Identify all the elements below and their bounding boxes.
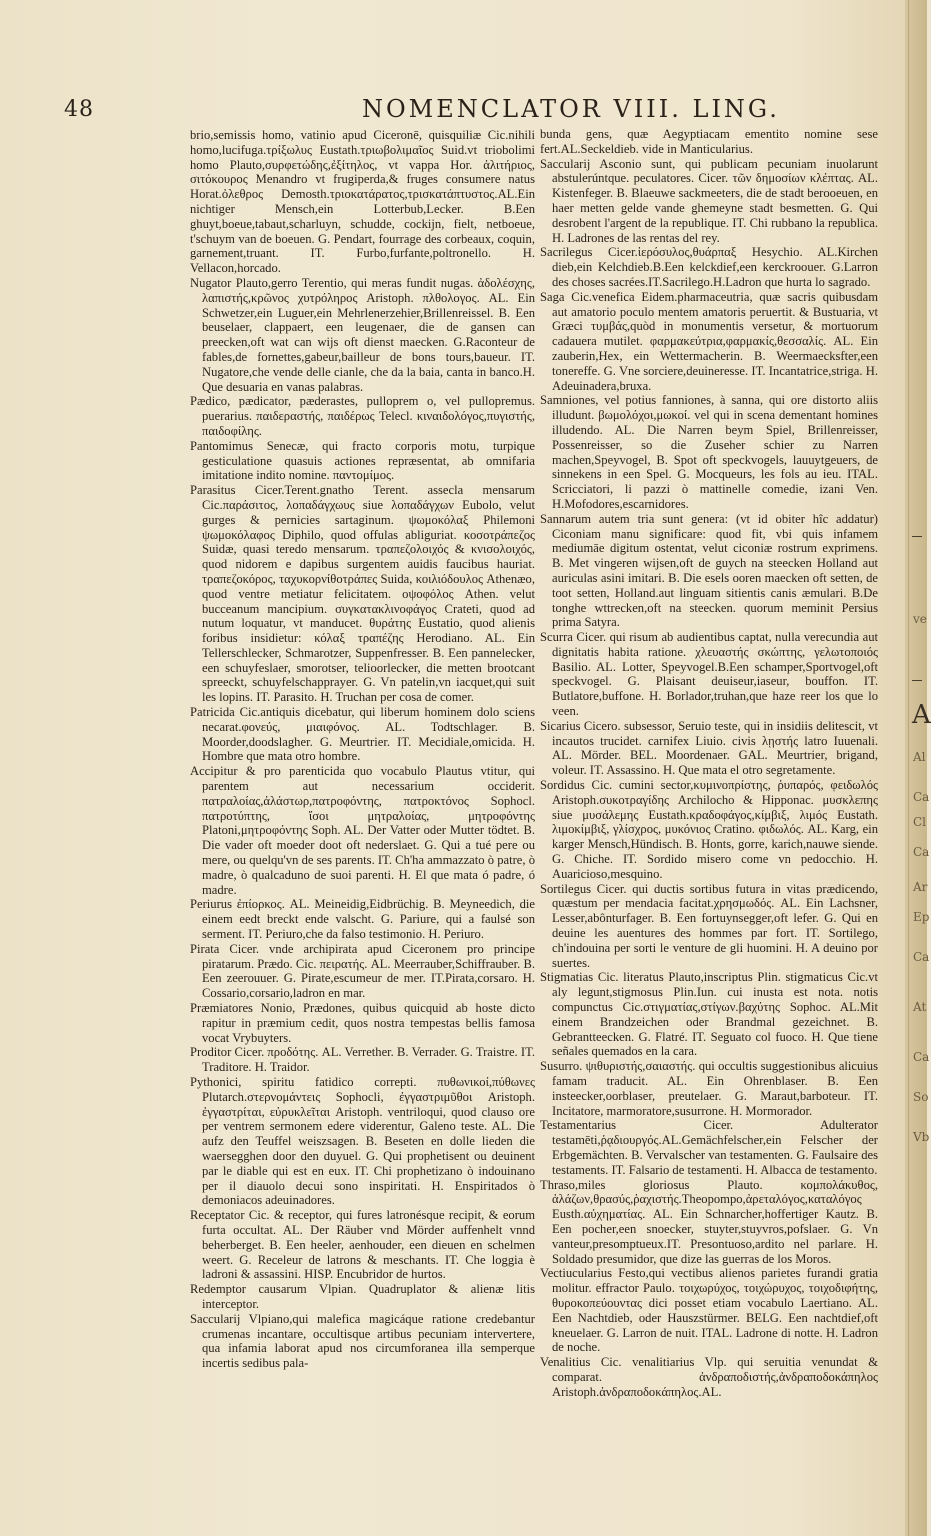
gutter-mark: Ep [913, 910, 930, 924]
dictionary-entry: Parasitus Cicer.Terent.gnatho Terent. assecla mensarum Cic.παράσιτος, λοπαδάγχωυς siue λοπαδάγχων Eubolo, velut gurges & pernicies sartaginum. ψωμοκόλαξ Philemoni ψωμοκόλαφος Diphilo, quod offulas abliguriat. κοσοτράπεζος Suidæ, quasi teredo mensarum. τραπεζολοιχός & κνισολοιχός, quod nidorem e dapibus surgentem auidis faucibus hauriat. τραπεζοκόρος, ταχυκορνίθοτράπες Suida, κοιλιόδουλος Athenæo, quod ventre metiatur felicitatem. οψοφόλος Athen. velut bucceanum mancipium. συγκατακλινοφάγος Crateti, quod ad nutum loquatur, vt manducet. θυράτης Eustatio, quod alienis foribus insidietur: κόλαξ τραπέζης Herodiano. AL. Ein Tellerschlecker, Schmarotzer, Suppenfresser. B. Een pannelecker, een schuyfeslaer, smorotser, telioorlecker, die metten brootcant spreeckt, schuyfelschapprayer. G. Vn patelin,vn iacquet,qui suit les lopins. IT. Parasito. H. Truchan per cosa de comer. [190, 483, 535, 705]
gutter-mark: A [912, 700, 931, 730]
dictionary-entry: Accipitur & pro parenticida quo vocabulo Plautus vtitur, qui parentem aut necessarium occiderit. πατραλοίας,ἀλάστωρ,πατροφόντης, πατροκτόνος Sophocl. πατροτύπτης, ἴσοι μητραλοίας, μητροφόντης Platoni,μητροφόντης Soph. AL. Der Vatter oder Mutter tödtet. B. Die vader oft moeder doot oft nederslaet. G. Qui a tué pere ou mere, ou quelqu'vn de ses parents. IT. Ch'ha ammazzato ò patre, ò madre, ò qualcaduno de suoi parenti. H. El que mata ó padre, ó madre. [190, 764, 535, 897]
gutter-mark: Vb [913, 1130, 930, 1144]
dictionary-entry: Præmiatores Nonio, Prædones, quibus quicquid ab hoste dicto rapitur in præmium cedit, quos nostra tempestas bellis famosa vocat Vrybuyters. [190, 1001, 535, 1045]
gutter-rule [912, 536, 922, 537]
dictionary-entry: Vectiucularius Festo,qui vectibus alienos parietes furandi gratia molitur. effractor Paulo. τοιχωρύχος, τοιχώρυχος, τοιχοδιφήτης, θυροκοπεύουντας dici posset etiam vocabulo Laertiano. AL. Een Nachtdieb, oder Hauszstürmer. BELG. Een nachtdief,oft kneuelaer. G. Larron de nuit. ITAL. Ladrone di notte. H. Ladron de noche. [540, 1266, 878, 1355]
dictionary-entry: Proditor Cicer. προδότης. AL. Verrether. B. Verrader. G. Traistre. IT. Traditore. H. Traidor. [190, 1045, 535, 1075]
gutter-mark: Ca [913, 790, 930, 804]
dictionary-entry: Redemptor causarum Vlpian. Quadruplator & alienæ litis interceptor. [190, 1282, 535, 1311]
dictionary-entry: Testamentarius Cicer. Adulterator testamēti,ῥᾳδιουργός.AL.Gemächfelscher,ein Felscher der Erbgemächten. B. Vervalscher van testamenten. G. Faulsaire des testaments. IT. Falsario de testamenti. H. Albacca de testamento. [540, 1118, 878, 1177]
gutter-mark: Ca [913, 1050, 930, 1064]
dictionary-entry: brio,semissis homo, vatinio apud Ciceronē, quisquiliæ Cic.nihili homo,lucifuga.τρίξωλυς Eustath.τριωβολιμαῖος Suid.vt triobolimi homo Plauto,συρφετώδης,ἐξίτηλος, vt vappa Hor. ἀλιτήριος, σιτόκουρος Menandro vt frugiperda,& fruges consumere natus Horat.ὀλεθρος Demosth.τριοκατάρατος,τρισκατάπτυστος.AL.Ein nichtiger Mensch,ein Lotterbub,Lecker. B.Een ghuyt,boeue,tabaut,scharluyn, schudde, cockijn, fielt, netboeue, t'schuym van de boeuen. G. Pendart, fourrage des corbeaux, coquin, garnement,truant. IT. Furbo,furfante,poltronello. H. Vellacon,horcado. [190, 128, 535, 276]
dictionary-entry: Samniones, vel potius fanniones, à sanna, qui ore distorto aliis illudunt. βωμολόχοι,μωκοί. vel qui in scena dementant homines illudendo. AL. Die Narren beym Spiel, Brillenreisser, Possenreisser, so die Zuseher schier zu Narren machen,Speyvogel, B. Spot oft speckvogels, lauuytgeuers, de sinnekens in een Spel. G. Mocqueurs, les fols au ieu. ITAL. Scricciatori, li pazzi ò mattinelle comedie, izani Ven. H.Mofodores,escarnidores. [540, 393, 878, 511]
left-text-column [190, 128, 535, 1418]
gutter-mark: At [913, 1000, 927, 1014]
gutter-mark: Ar [913, 880, 928, 894]
dictionary-entry: Pythonici, spiritu fatidico correpti. πυθωνικοί,πύθωνες Plutarch.στερνομάντεις Sophocli, ἐγγαστριμῦθοι Aristoph. ἐγγαστρίται, εὐρυκλεῖται Aristoph. ventriloqui, quod clauso ore per ventrem sermonem edere viderentur, Galeno teste. AL. Die aufz den Teuffel weiszsagen. B. Beseten en dolle lieden die waersegghen door den duyuel. G. Qui prophetisent ou deuinent par le diable qui est en eux. IT. Chi prophetizano ò indouinano per il diauolo decui sono inspiritati. H. Enspiritados ò demoniacos adeuinadores. [190, 1075, 535, 1208]
dictionary-entry: Sortilegus Cicer. qui ductis sortibus futura in vitas prædicendo, quæstum per mendacia facitat.χρησμωδός. AL. Ein Lachsner, Lesser,abônturfager. B. Een fortuynsegger,oft lefer. G. Qui en deuine les auentures des hommes par fort. IT. Sortilego, ch'indouina per sorti le venture de gli huomini. H. A deuino por suertes. [540, 881, 878, 970]
gutter-mark: So [913, 1090, 929, 1104]
dictionary-entry: Saccularij Asconio sunt, qui publicam pecuniam inuolarunt abstulerúntque. peculatores. Cicer. τῶν δημοσίων κλέπτας. AL. Kistenfeger. B. Blaeuwe sackmeeters, die de stadt berooeuen, en haer metten gelde vande ghemeyne stadt besmetten. G. Qui desrobent l'argent de la republique. IT. Chi rubbano la republica. H. Ladrones de las rentas del rey. [540, 156, 878, 245]
page-number: 48 [64, 97, 94, 122]
dictionary-entry: Pirata Cicer. vnde archipirata apud Ciceronem pro principe piratarum. Prædo. Cic. πειρατής. AL. Meerrauber,Schiffrauber. B. Een zeerouuer. G. Pirate,escumeur de mer. IT.Pirata,corsaro. H. Cossario,corsario,ladron en mar. [190, 941, 535, 1001]
dictionary-entry: Sordidus Cic. cumini sector,κυμινοπρίστης, ῥυπαρός, φειδωλός Aristoph.συκοτραγίδης Archilocho & Hipponac. μυσκλεπης siue μυσάλεμης Eustath.κραδοφάγος,κίμβιξ, λιμός Eustath. λιμοκίμβιξ, γλίσχρος, μυκόνιος Cratino. φιδωλός. AL. Karg, ein karger Mensch,Hündisch. B. Honts, gorre, karich,nauwe siende. G. Chiche. IT. Sordido misero come vn pedocchio. H. Auaricioso,mesquino. [540, 778, 878, 881]
gutter-mark: ve [913, 612, 927, 626]
dictionary-entry: Nugator Plauto,gerro Terentio, qui meras fundit nugas. ἀδολέσχης, λαπιστής,κρῶνος χυτρόληρος Aristoph. πλθολογος. AL. Ein Schwetzer,ein Luguer,ein Mehrlenerzehier,Brillenreissel. B. Een beuselaer, clappaert, een leugenaer, die de gansen can preecken,oft wat can wijs oft dienst maecken. G.Raconteur de fables,de fornettes,gabeur,bailleur de bons tours,baueur. IT. Nugatore,che vende delle cianle, che da la baia, canta in banco.H. Que desuaria en vanas palabras. [190, 275, 535, 394]
dictionary-entry: Scurra Cicer. qui risum ab audientibus captat, nulla verecundia aut dignitatis habita ratione. χλευαστής σκώπτης, γελωτοποιός Basilio. AL. Lotter, Speyvogel.B.Een schamper,Sportvogel,oft speckvogel. G. Plaisant deuiseur,iaseur, bouffon. IT. Butlatore,buffone. H. Borlador,truhan,que haze reer los que lo veen. [540, 630, 878, 719]
gutter-rule [912, 680, 922, 681]
dictionary-entry: Saccularij Vlpiano,qui malefica magicáque ratione credebantur crumenas incantare, occultisque artibus pecuniam intervertere, qua infamia laborat apud nos circumforanea illa semperque incertis sedibus pala- [190, 1311, 535, 1371]
dictionary-entry: Sacrilegus Cicer.ἱερόσυλος,θυάρπαξ Hesychio. AL.Kirchen dieb,ein Kelchdieb.B.Een kelckdief,een kerckroouer. G.Larron des choses sacrées.IT.Sacrilego.H.Ladron que hurta lo sagrado. [540, 245, 878, 289]
gutter-mark: Ca [913, 845, 930, 859]
dictionary-entry: Stigmatias Cic. literatus Plauto,inscriptus Plin. stigmaticus Cic.vt aly legunt,stigmosus Plin.Iun. cui inusta est nota. notis compunctus Cic.στιγματίας,στίγων.βαχύτης Sophoc. AL.Mit einem Brandzeichen oder Brandmal gezeichnet. B. Gebrantteecken. G. Flatré. IT. Seguato col fuoco. H. Que tiene señales quemados en la cara. [540, 970, 878, 1059]
dictionary-entry: Pædico, pædicator, pæderastes, pulloprem o, vel pullopremus. puerarius. παιδεραστής, παιδέρως Telecl. κιναιδολόγος,πυγιστής, παιδοφίλης. [190, 394, 535, 438]
dictionary-entry: Patricida Cic.antiquis dicebatur, qui liberum hominem dolo sciens necarat.φονεύς, μιαιφόνος. AL. Todtschlager. B. Moorder,doodslagher. G. Meurtrier. IT. Mecidiale,omicida. H. Hombre que mata otro hombre. [190, 705, 535, 764]
dictionary-entry: Venalitius Cic. venalitiarius Vlp. qui seruitia venundat & comparat. ἀνδραποδιστής,ἀνδραποδοκάπηλος Aristoph.ἀνδραποδοκάπηλος.AL. [540, 1355, 878, 1399]
gutter-mark: Ca [913, 950, 930, 964]
page-fold [908, 0, 909, 1536]
right-text-column [540, 127, 878, 1437]
dictionary-entry: Pantomimus Senecæ, qui fracto corporis motu, turpique gesticulatione quasuis actiones repræsentat, ab omnifaria imitatione indito nomine. παντομίμος. [190, 438, 535, 483]
dictionary-entry: bunda gens, quæ Aegyptiacam ementito nomine sese fert.AL.Seckeldieb. vide in Manticularius. [540, 127, 878, 156]
dictionary-entry: Sannarum autem tria sunt genera: (vt id obiter hîc addatur) Ciconiam manu significare: quod fit, vbi quis infamem mediumāe digitum ostentat, velut ciconiæ rostrum exprimens. B. Met vingeren wijsen,oft de guych na steecken Holland aut auriculas asini imitari. B. Die esels ooren maecken oft setten, de toot setten, Holland.aut linguam sitientis canis æmulari. B.De tonghe wttrecken,oft na steecken. quorum meminit Persius prima Satyra. [540, 511, 878, 630]
dictionary-entry: Saga Cic.venefica Eidem.pharmaceutria, quæ sacris quibusdam aut amatorio poculo mentem amatoris peruertit. & Bustuaria, vt Græci τυμβάς,quòd in monumentis versetur, & mortuorum cadauera mutilet. φαρμακεύτρια,φαρμακίς,θεσσαλίς. AL. Ein zauberin,Hex, ein Wettermacherin. B. Weermaecksfter,een tonereffe. G. Vne sorciere,deuineresse. IT. Incantatrice,striga. H. Adeuinadera,bruxa. [540, 289, 878, 393]
gutter-mark: Cl [913, 815, 927, 829]
running-head: NOMENCLATOR VIII. LING. [362, 95, 780, 123]
dictionary-entry: Periurus ἐπίορκος. AL. Meineidig,Eidbrüchig. B. Meyneedich, die einem eedt breckt ende valscht. G. Pariure, qui a faulsé son serment. IT. Periuro,che da falso testimonio. H. Periuro. [190, 897, 535, 942]
dictionary-entry: Sicarius Cicero. subsessor, Seruio teste, qui in insidiis delitescit, vt incautos trucidet. carnifex Liuio. civis λῃστής latro Iuuenali. AL. Mörder. BEL. Moordenaer. GAL. Meurtrier, brigand, voleur. IT. Assassino. H. Que mata el otro segretamente. [540, 718, 878, 778]
dictionary-entry: Susurro. ψιθυριστής,σαιαστής. qui occultis suggestionibus alicuius famam traducit. AL. Ein Ohrenblaser. B. Een insteecker,oorblaser, preutelaer. G. Maraut,barboteur. IT. Incitatore, marmoratore,susurrone. H. Mormorador. [540, 1059, 878, 1118]
dictionary-entry: Receptator Cic. & receptor, qui fures latronésque recipit, & eorum furta occultat. AL. Der Räuber vnd Mörder auffenhelt vnnd beherberget. B. Een heeler, aenhouder, een dieuen en schelmen weert. G. Receleur de latrons & meschants. IT. Che loggia è ladroni & assassini. HISP. Encubridor de hurtos. [190, 1208, 535, 1282]
gutter-mark: Al [913, 750, 926, 764]
dictionary-entry: Thraso,miles gloriosus Plauto. κομπολάκυθος, ἀλάζων,θρασύς,ῥαχιστής.Theopompo,ἀρεταλόγος,καταλόγος Eusth.αὐχηματίας. AL. Ein Schnarcher,hoffertiger Kautz. B. Een pocher,een snoecker, stuyter,stuyvros,pofslaer. G. Vn vanteur,presomptueux.IT. Presontuoso,ardito nel parlare. H. Soldado presumidor, que dize las guerras de los Moros. [540, 1177, 878, 1266]
